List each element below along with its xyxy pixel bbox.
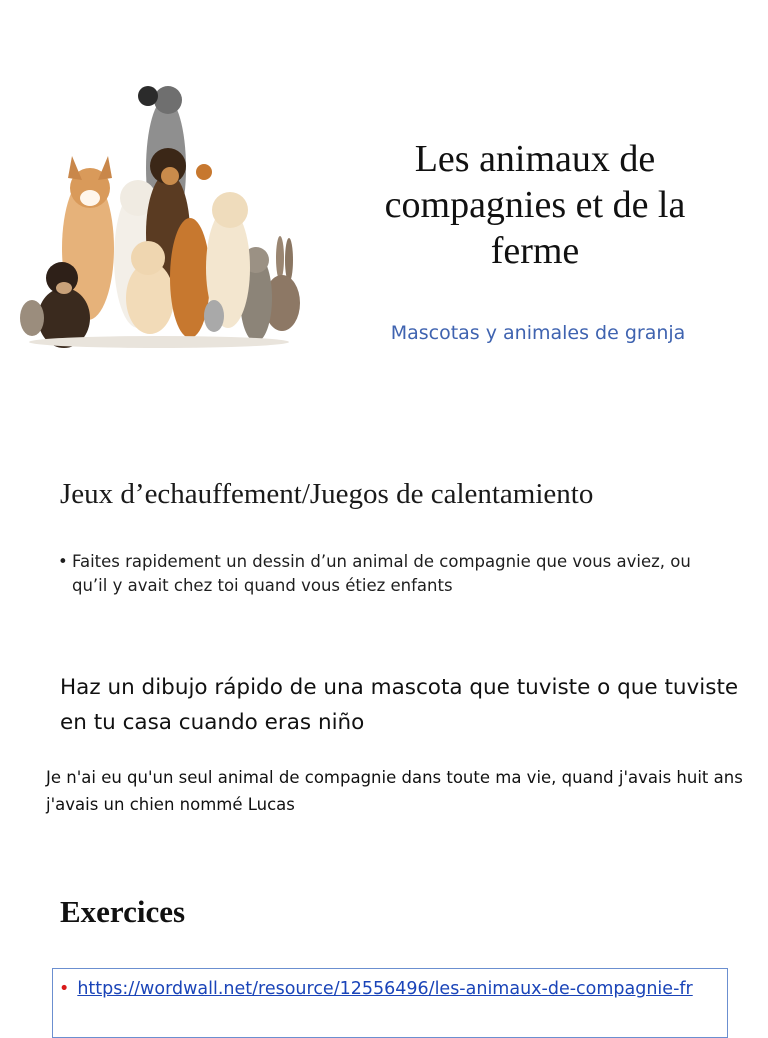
page-title: Les animaux de compagnies et de la ferme — [384, 138, 686, 272]
pets-group-image — [18, 48, 300, 348]
spanish-prompt: Haz un dibujo rápido de una mascota que tuviste o que tuviste en tu casa cuando eras niño — [60, 675, 739, 735]
warmup-heading: Jeux d’echauffement/Juegos de calentamiento — [60, 478, 594, 510]
bullet-icon: • — [58, 552, 68, 571]
warmup-bullet — [58, 550, 708, 598]
student-answer: Je n'ai eu qu'un seul animal de compagnie dans toute ma vie, quand j'avais huit ans j'avais un chien nommé Lucas — [46, 768, 743, 814]
exercise-link[interactable]: https://wordwall.net/resource/12556496/les-animaux-de-compagnie-fr — [77, 979, 693, 999]
exercise-link-row — [59, 979, 693, 999]
warmup-bullet-text: Faites rapidement un dessin d’un animal de compagnie que vous aviez, ou qu’il y avait chez toi quand vous étiez enfants — [72, 552, 691, 595]
page-subtitle: Mascotas y animales de granja — [390, 322, 686, 344]
exercises-heading: Exercices — [60, 894, 186, 929]
exercise-link-box — [52, 968, 728, 1038]
bullet-icon: • — [59, 979, 70, 999]
